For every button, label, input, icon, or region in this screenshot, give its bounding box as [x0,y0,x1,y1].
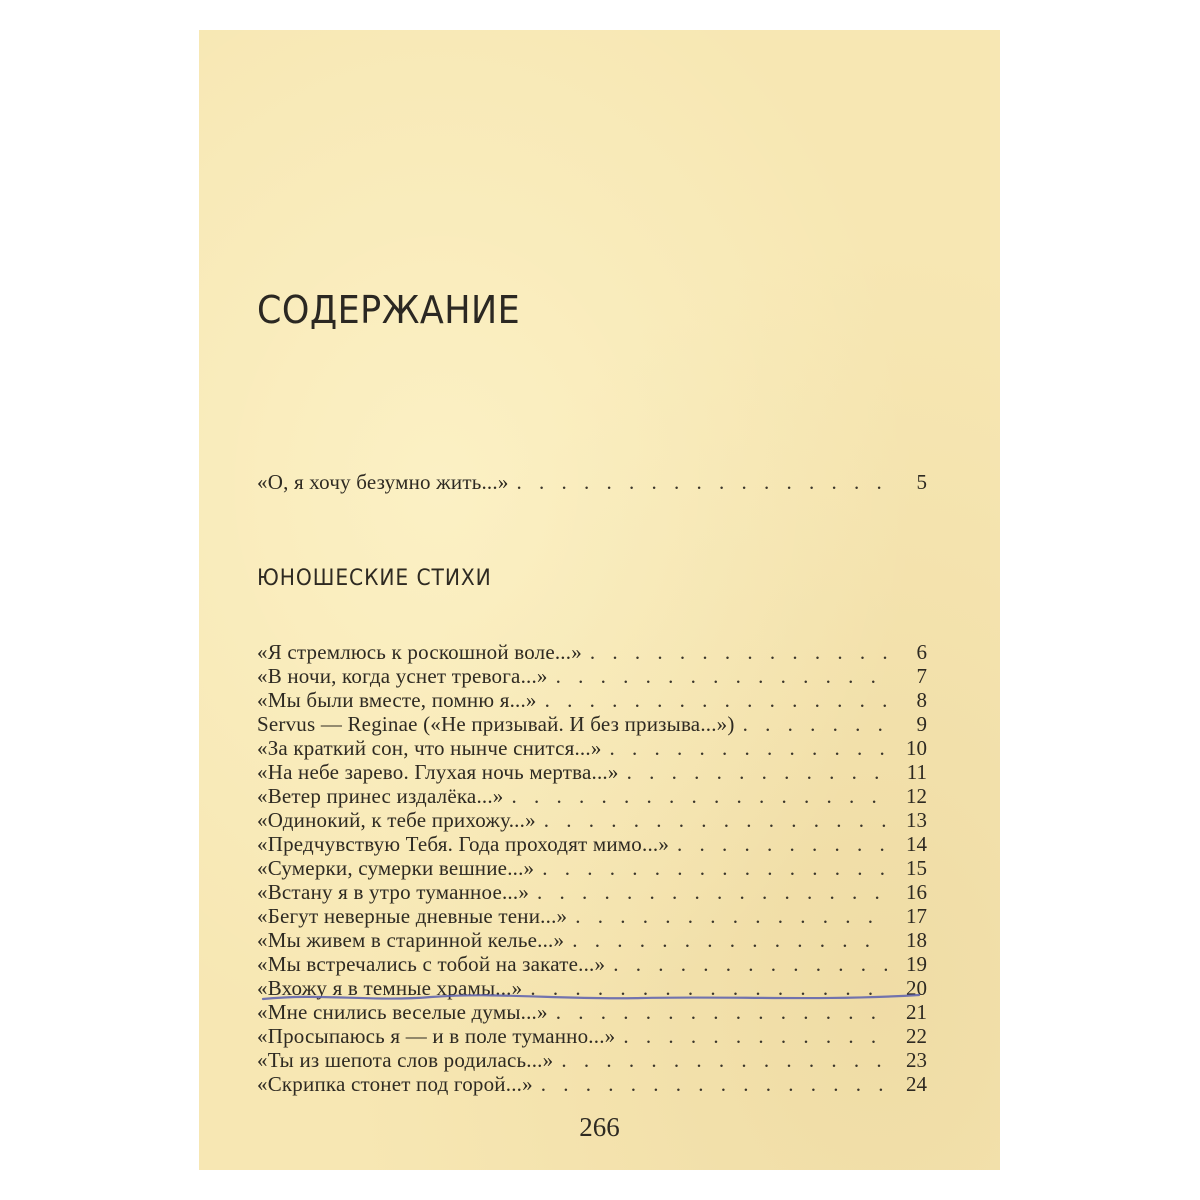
entry-title: «Вхожу я в темные храмы...» [257,976,523,1000]
toc-entry [257,904,927,928]
entry-page-number: 22 [906,1024,927,1048]
entry-page-number: 20 [906,976,927,1000]
dot-leader [623,1024,887,1048]
dot-leader [544,808,887,832]
toc-entry [257,688,927,712]
toc-entry [257,928,927,952]
entry-title: Servus — Reginae («Не призывай. И без призыва...») [257,712,735,736]
dot-leader [561,1048,887,1072]
dot-leader [541,1072,887,1096]
dot-leader [743,712,887,736]
dot-leader [542,856,887,880]
dot-leader [590,640,887,664]
entry-page-number: 13 [906,808,927,832]
toc-entry [257,1072,927,1096]
entry-page-number: 11 [906,760,927,784]
entry-page-number: 9 [916,712,927,736]
dot-leader [572,928,887,952]
entry-title: «Мне снились веселые думы...» [257,1000,548,1024]
entry-page-number: 23 [906,1048,927,1072]
dot-leader [556,664,887,688]
entry-page-number: 10 [906,736,927,760]
section-title: ЮНОШЕСКИЕ СТИХИ [257,566,492,591]
toc-entry [257,832,927,856]
entry-page-number: 7 [916,664,927,688]
toc-entry-list [199,30,1000,1170]
toc-entry [257,880,927,904]
dot-leader [556,1000,887,1024]
entry-title: «Ветер принес издалёка...» [257,784,504,808]
entry-page-number: 18 [906,928,927,952]
entry-page-number: 17 [906,904,927,928]
entry-title: «Предчувствую Тебя. Года проходят мимо...» [257,832,670,856]
toc-entry [257,664,927,688]
toc-entry [257,712,927,736]
entry-title: «Одинокий, к тебе прихожу...» [257,808,536,832]
entry-page-number: 16 [906,880,927,904]
entry-title: «Сумерки, сумерки вешние...» [257,856,535,880]
entry-page-number: 6 [916,640,927,664]
entry-page-number: 19 [906,952,927,976]
entry-title: «О, я хочу безумно жить...» [257,470,509,494]
entry-page-number: 15 [906,856,927,880]
toc-entry [257,736,927,760]
dot-leader [613,952,887,976]
dot-leader [530,976,887,1000]
page-title: СОДЕРЖАНИЕ [257,288,521,332]
page-number-footer: 266 [579,1112,620,1142]
entry-page-number: 12 [906,784,927,808]
entry-title: «Встану я в утро туманное...» [257,880,530,904]
dot-leader [677,832,887,856]
entry-page-number: 8 [916,688,927,712]
entry-title: «Мы были вместе, помню я...» [257,688,537,712]
entry-title: «В ночи, когда уснет тревога...» [257,664,548,688]
dot-leader [545,688,887,712]
entry-title: «Мы живем в старинной келье...» [257,928,565,952]
dot-leader [512,784,887,808]
toc-entry [257,1048,927,1072]
entry-title: «За краткий сон, что нынче снится...» [257,736,602,760]
toc-entry [257,784,927,808]
toc-entry [257,808,927,832]
entry-page-number: 24 [906,1072,927,1096]
entry-title: «Ты из шепота слов родилась...» [257,1048,554,1072]
entry-title: «Просыпаюсь я — и в поле туманно...» [257,1024,616,1048]
entry-page-number: 5 [916,470,927,494]
toc-entry [257,760,927,784]
toc-entry [257,976,927,1000]
dot-leader [537,880,887,904]
entry-title: «Мы встречались с тобой на закате...» [257,952,606,976]
toc-entry [257,952,927,976]
toc-entry [257,1024,927,1048]
entry-title: «Бегут неверные дневные тени...» [257,904,568,928]
entry-page-number: 14 [906,832,927,856]
entry-page-number: 21 [906,1000,927,1024]
dot-leader [627,760,887,784]
dot-leader [575,904,887,928]
entry-title: «Скрипка стонет под горой...» [257,1072,533,1096]
toc-entry [257,640,927,664]
toc-entry [257,856,927,880]
entry-title: «Я стремлюсь к роскошной воле...» [257,640,582,664]
entry-title: «На небе зарево. Глухая ночь мертва...» [257,760,619,784]
book-page [199,30,1000,1170]
dot-leader [610,736,887,760]
toc-entry [257,1000,927,1024]
